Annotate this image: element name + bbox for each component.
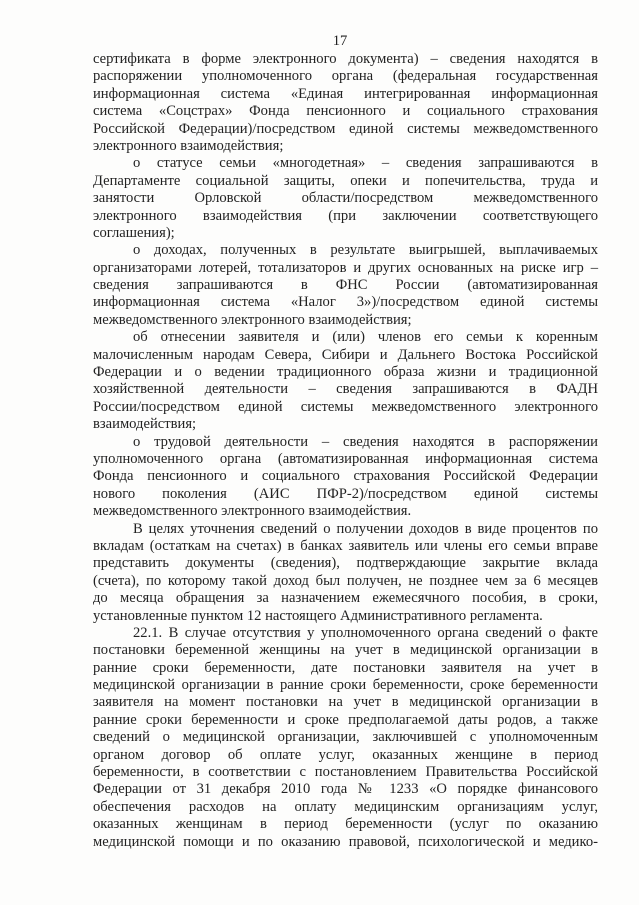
text-line: электронного взаимодействия (при заключении соответствующего: [93, 207, 598, 224]
text-line: Фонда пенсионного и социального страхования Российской Федерации: [93, 468, 598, 485]
text-line: сертификата в форме электронного документа) – сведения находятся в: [93, 51, 598, 67]
paragraph: [93, 521, 598, 625]
text-line: распоряжении уполномоченного органа (федеральная государственная: [93, 68, 598, 85]
text-line: Федерации от 31 декабря 2010 года № 1233 «О порядке финансового: [93, 781, 598, 798]
text-line: организаторами лотерей, тотализаторов и других основанных на риске игр –: [93, 259, 598, 276]
text-line: Российской Федерации)/посредством единой системы межведомственного: [93, 120, 598, 137]
text-line: заявителя на момент постановки на учет в медицинской организации в: [93, 694, 598, 711]
text-line: межведомственного электронного взаимодействия;: [93, 311, 412, 328]
text-line: Департаменте социальной защиты, опеки и попечительства, труда и: [93, 172, 598, 189]
text-line: информационная система «Налог 3»)/посредством единой системы: [93, 294, 598, 311]
text-line: 22.1. В случае отсутствия у уполномоченного органа сведений о факте: [133, 624, 598, 641]
text-line: установленные пунктом 12 настоящего Административного регламента.: [93, 607, 543, 624]
paragraph: [93, 242, 598, 329]
text-line: соглашения);: [93, 224, 175, 241]
text-line: о статусе семьи «многодетная» – сведения запрашиваются в: [133, 155, 598, 172]
text-line: о трудовой деятельности – сведения находятся в распоряжении: [133, 433, 598, 450]
paragraph: [93, 155, 598, 242]
text-line: хозяйственной деятельности – сведения запрашиваются в ФАДН: [93, 381, 598, 398]
text-line: медицинской помощи и по оказанию правовой, психологической и медико-: [93, 833, 598, 850]
text-line: Федерации и о ведении традиционного образа жизни и традиционной: [93, 364, 598, 381]
document-body: [93, 51, 598, 851]
text-line: обеспечения расходов на оплату медицинским организациям услуг,: [93, 798, 598, 815]
text-line: представить документы (сведения), подтверждающие закрытие вклада: [93, 555, 598, 572]
paragraph: [93, 625, 598, 851]
text-line: вкладам (остаткам на счетах) в банках заявитель или члены его семьи вправе: [93, 537, 598, 554]
paragraph: [93, 329, 598, 433]
text-line: (счета), по которому такой доход был получен, не позднее чем за 6 месяцев: [93, 572, 598, 589]
text-line: медицинской организации в ранние сроки беременности, сроке беременности: [93, 677, 598, 694]
text-line: оказанных женщинам в период беременности (услуг по оказанию: [93, 816, 598, 833]
page-number: 17: [332, 33, 348, 49]
text-line: об отнесении заявителя и (или) членов его семьи к коренным: [133, 329, 598, 346]
text-line: В целях уточнения сведений о получении доходов в виде процентов по: [133, 520, 598, 537]
paragraph: [93, 434, 598, 521]
text-line: информационная система «Единая интегрированная информационная: [93, 85, 598, 102]
text-line: сведений о медицинской организации, заключившей с уполномоченным: [93, 729, 598, 746]
text-line: электронного взаимодействия;: [93, 137, 284, 154]
text-line: постановки беременной женщины на учет в медицинской организации в: [93, 642, 598, 659]
text-line: взаимодействия;: [93, 416, 197, 433]
text-line: органом договор об оплате услуг, оказанных женщине в период: [93, 746, 598, 763]
text-line: ранние сроки беременности, дате постановки заявителя на учет в: [93, 659, 598, 676]
text-line: система «Соцстрах» Фонда пенсионного и социального страхования: [93, 103, 598, 120]
text-line: малочисленным народам Севера, Сибири и Дальнего Востока Российской: [93, 346, 598, 363]
text-line: до месяца обращения за назначением ежемесячного пособия, в сроки,: [93, 590, 598, 607]
text-line: нового поколения (АИС ПФР-2)/посредством единой системы: [93, 485, 598, 502]
text-line: сведения запрашиваются в ФНС России (автоматизированная: [93, 277, 598, 294]
text-line: уполномоченного органа (автоматизированная информационная система: [93, 450, 598, 467]
text-line: ранние сроки беременности и сроке предполагаемой даты родов, а также: [93, 711, 598, 728]
text-line: России/посредством единой системы межведомственного электронного: [93, 398, 598, 415]
paragraph: [93, 51, 598, 155]
text-line: занятости Орловской области/посредством межведомственного: [93, 190, 598, 207]
text-line: о доходах, полученных в результате выигрышей, выплачиваемых: [133, 242, 598, 259]
text-line: межведомственного электронного взаимодействия.: [93, 503, 412, 520]
text-line: беременности, в соответствии с постановлением Правительства Российской: [93, 764, 598, 781]
